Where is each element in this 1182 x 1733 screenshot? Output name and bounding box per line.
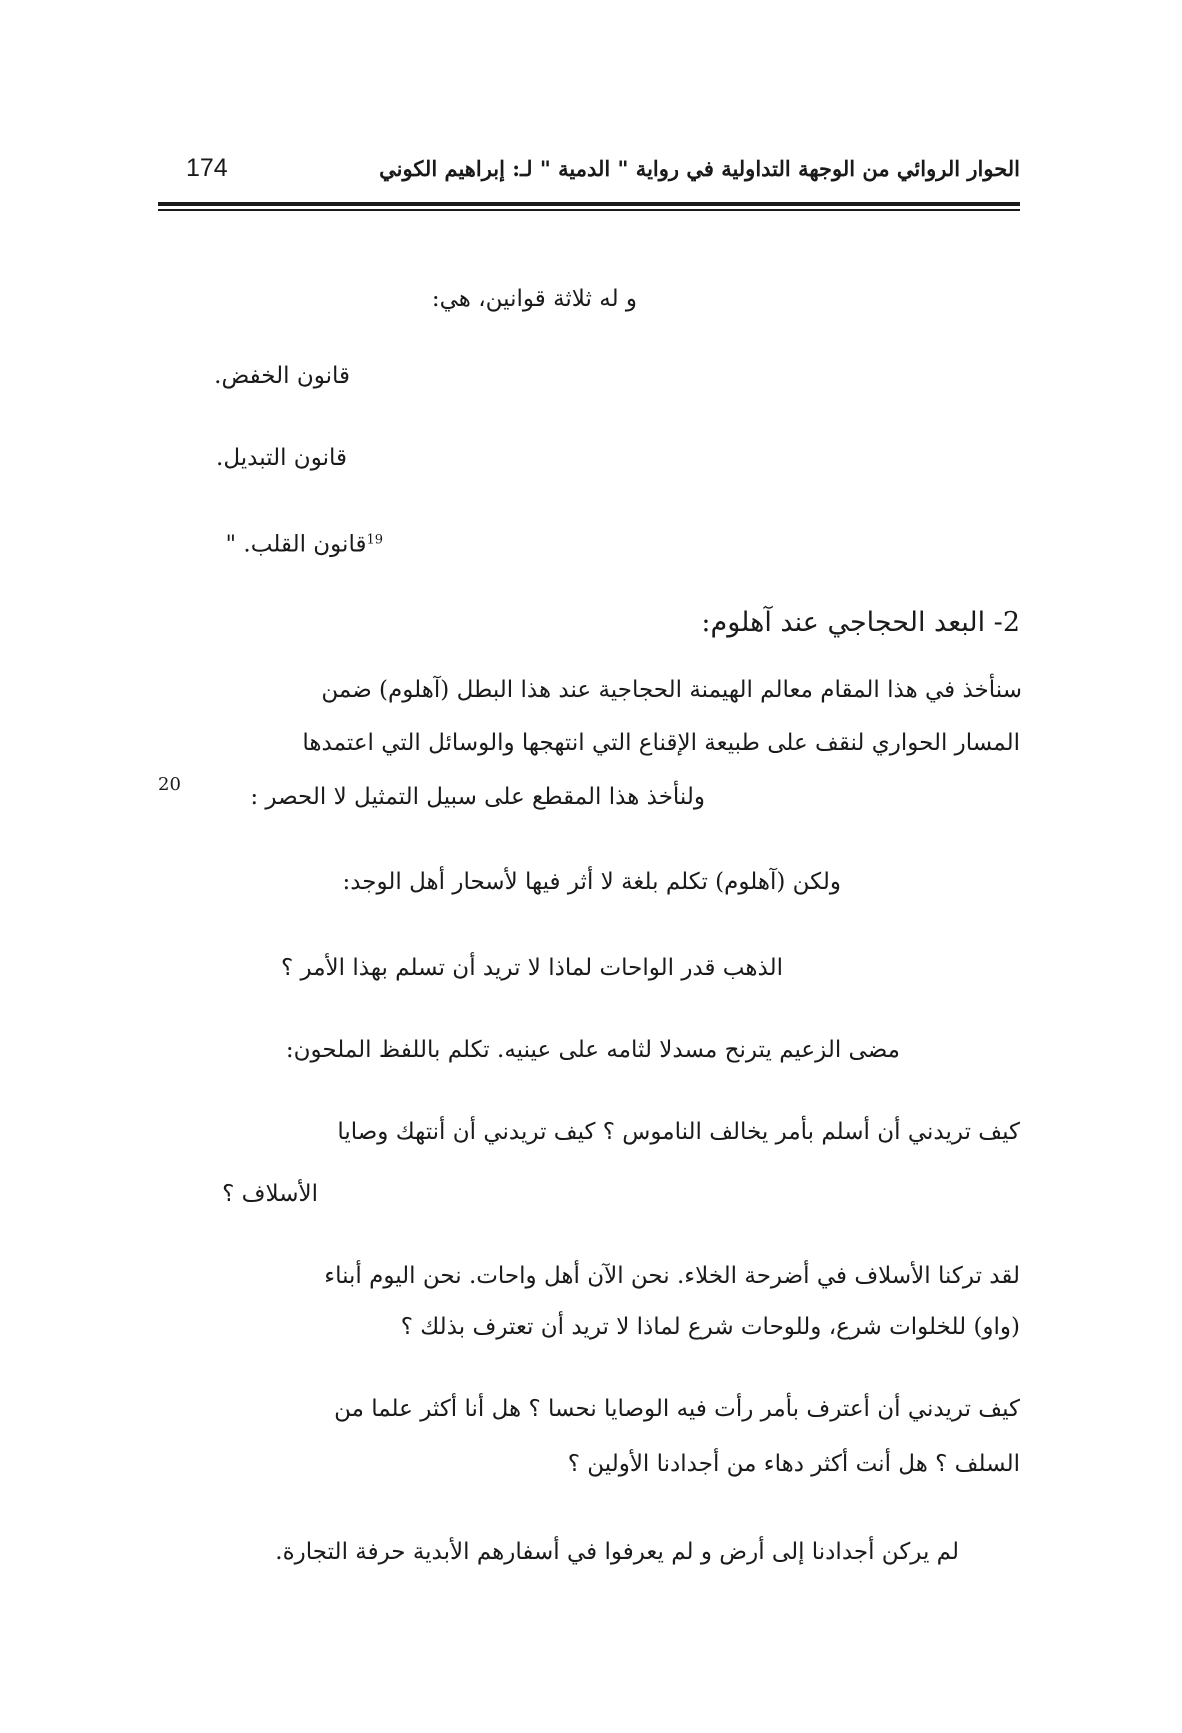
text-line xyxy=(226,523,383,562)
quote-line: كيف تريدني أن أعترف بأمر رأت فيه الوصايا نحسا ؟ هل أنا أكثر علما من xyxy=(334,1396,1020,1422)
quote-line: ولكن (آهلوم) تكلم بلغة لا أثر فيها لأسحار أهل الوجد: xyxy=(342,869,841,895)
text-line: قانون الخفض. xyxy=(214,363,350,389)
quote-line: (واو) للخلوات شرع، وللوحات شرع لماذا لا تريد أن تعترف بذلك ؟ xyxy=(400,1314,1020,1340)
page-number: 174 xyxy=(186,154,228,182)
quote-line: كيف تريدني أن أسلم بأمر يخالف الناموس ؟ كيف تريدني أن أنتهك وصايا xyxy=(337,1119,1020,1145)
quote-line: الذهب قدر الواحات لماذا لا تريد أن تسلم بهذا الأمر ؟ xyxy=(281,955,783,981)
quote-line: الأسلاف ؟ xyxy=(222,1181,318,1207)
header-rule-thick xyxy=(158,202,1020,206)
running-header xyxy=(158,150,1020,200)
header-rule-thin xyxy=(158,209,1020,211)
text-span: قانون القلب. " xyxy=(225,531,367,558)
quote-line: لم يركن أجدادنا إلى أرض و لم يعرفوا في أسفارهم الأبدية حرفة التجارة. xyxy=(275,1539,959,1565)
header-title: الحوار الروائي من الوجهة التداولية في رواية " الدمية " لـ: إبراهيم الكوني xyxy=(379,156,1020,181)
section-heading: 2- البعد الحجاجي عند آهلوم: xyxy=(701,607,1020,638)
text-line: قانون التبديل. xyxy=(216,445,347,471)
paragraph-line: سنأخذ في هذا المقام معالم الهيمنة الحجاجية عند هذا البطل (آهلوم) ضمن xyxy=(321,677,1022,703)
quote-line: السلف ؟ هل أنت أكثر دهاء من أجدادنا الأولين ؟ xyxy=(567,1451,1020,1477)
footnote-ref-20: 20 xyxy=(158,774,181,795)
paragraph-line: المسار الحواري لنقف على طبيعة الإقناع التي انتهجها والوسائل التي اعتمدها xyxy=(302,730,1020,756)
text-line: و له ثلاثة قوانين، هي: xyxy=(431,286,637,312)
quote-line: مضى الزعيم يترنح مسدلا لثامه على عينيه. تكلم باللفظ الملحون: xyxy=(285,1037,900,1063)
quote-line: لقد تركنا الأسلاف في أضرحة الخلاء. نحن الآن أهل واحات. نحن اليوم أبناء xyxy=(324,1263,1020,1289)
footnote-ref-19: 19 xyxy=(366,532,383,547)
text-span: ولنأخذ هذا المقطع على سبيل التمثيل لا الحصر : xyxy=(250,784,705,810)
